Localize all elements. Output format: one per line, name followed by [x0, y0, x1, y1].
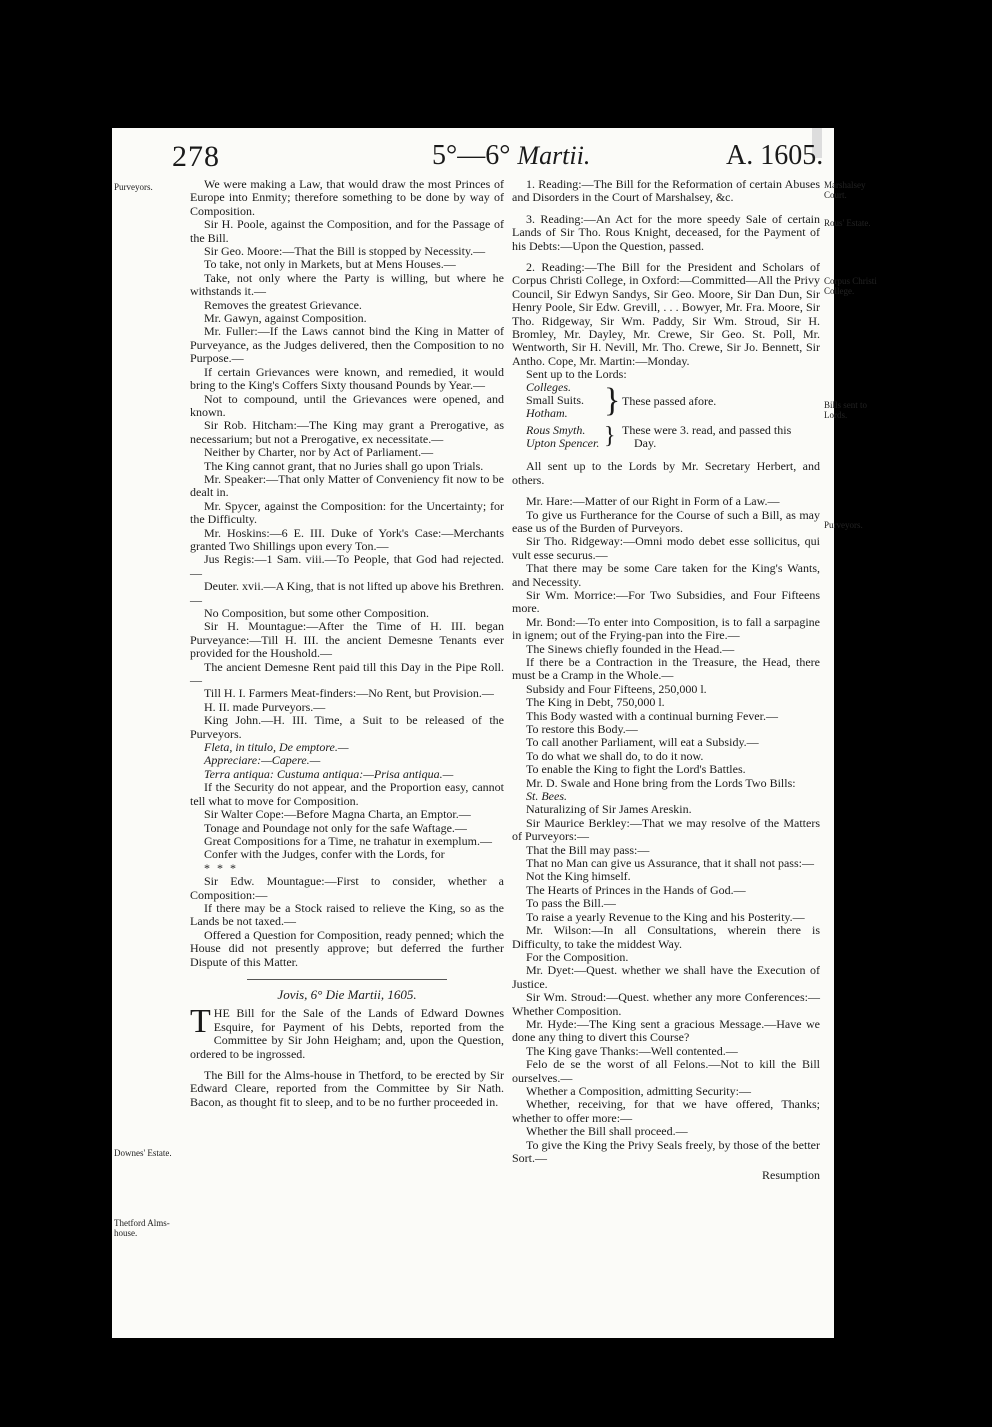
paragraph: H. II. made Purveyors.—: [204, 699, 326, 714]
paragraph: If there may be a Stock raised to relieve the King, so as the Lands be not taxed.—: [190, 900, 504, 929]
paragraph: Whether the Bill shall proceed.—: [526, 1124, 688, 1139]
paragraph: Mr. Spycer, against the Composition: for the Uncertainty; for the Difficulty.: [190, 498, 504, 527]
paragraph: To pass the Bill.—: [526, 896, 616, 911]
paragraph: Sir Maurice Berkley:—That we may resolve of the Matters of Purveyors:—: [512, 815, 820, 844]
paragraph: To do what we shall do, to do it now.: [526, 748, 704, 763]
paragraph: Mr. Speaker:—That only Matter of Conveniency fit now to be dealt in.: [190, 471, 504, 500]
running-head: [432, 140, 590, 172]
paragraph: Appreciare:—Capere.—: [204, 753, 321, 768]
paragraph: To give the King the Privy Seals freely, by those of the better Sort.—: [512, 1137, 820, 1165]
paragraph: Not the King himself.: [526, 869, 631, 884]
margin-note-marshalsey: Marshalsey Court.: [824, 180, 866, 200]
asterisks: * * *: [204, 860, 238, 875]
paragraph: Till H. I. Farmers Meat-finders:—No Rent, but Provision.—: [204, 686, 494, 701]
paragraph: 3. Reading:—An Act for the more speedy Sale of certain Lands of Sir Tho. Rous Knight, deceased, for the Payment of his Debts:—Upon the Question, passed.: [512, 211, 820, 253]
running-head-dates: 5°—6°: [432, 140, 511, 171]
paragraph: Mr. Gawyn, against Composition.: [204, 311, 367, 326]
paragraph: To take, not only in Markets, but at Mens Houses.—: [204, 257, 456, 272]
paragraph: To give us Furtherance for the Course of such a Bill, as may ease us of the Burden of Purveyors.: [512, 507, 820, 535]
sent-up-list: [512, 368, 820, 460]
paragraph: The ancient Demesne Rent paid till this Day in the Pipe Roll.—: [190, 659, 504, 688]
paragraph: To call another Parliament, will eat a Subsidy.—: [526, 735, 759, 750]
paragraph: That there may be some Care taken for the King's Wants, and Necessity.: [512, 561, 820, 589]
paragraph: 2. Reading:—The Bill for the President and Scholars of Corpus Christi College, in Oxford:—Committed—All the Privy Council, Sir Edwyn Sandys, Sir Geo. Moore, Sir Dan Dun, Sir Henry Poole, Sir Edw. Grevill, . . . Bowyer, Mr. Fra. Moore, Sir Tho. Ridgeway, Sir Wm. Paddy, Sir Wm. Stroud, Sir H. Bromley, Mr. Dayley, Mr. Crewe, Sir Geo. St. Poll, Mr. Wentworth, Sir H. Nevill, Mr. Tho. Crewe, Sir Jo. Bennett, Sir Antho. Cope, Mr. Martin:—Monday.: [512, 260, 820, 368]
paragraph: Sir Rob. Hitcham:—The King may grant a Prerogative, as necessarium; but not a Prerogative, ex necessitate.—: [190, 418, 504, 446]
paragraph: Confer with the Judges, confer with the Lords, for: [204, 847, 445, 862]
paragraph: Sir Wm. Morrice:—For Two Subsidies, and Four Fifteens more.: [512, 587, 820, 616]
paragraph: Tonage and Poundage not only for the safe Waftage.—: [204, 820, 467, 835]
section-title: Jovis, 6° Die Martii, 1605.: [277, 986, 417, 1002]
paragraph: If the Security do not appear, and the Proportion easy, cannot tell what to move for Composition.: [190, 780, 504, 808]
paragraph: Mr. Hoskins:—6 E. III. Duke of York's Case:—Merchants granted Two Shillings upon every Ton.—: [190, 525, 504, 553]
paragraph: Offered a Question for Composition, ready penned; which the House did not presently approve; but deferred the further Dispute of this Matter.: [190, 927, 504, 969]
paragraph: Felo de se the worst of all Felons.—Not to kill the Bill ourselves.—: [512, 1057, 820, 1085]
paragraph: For the Composition.: [526, 949, 629, 964]
paragraph: We were making a Law, that would draw the most Princes of Europe into Enmity; therefore something to be done by way of Composition.: [190, 177, 504, 218]
paragraph: Not to compound, until the Grievances were opened, and known.: [190, 391, 504, 419]
margin-note-bills-sent: Bills sent to Lords.: [824, 400, 868, 420]
bill-item: Hotham.: [526, 406, 568, 421]
paragraph: Mr. Hyde:—The King sent a gracious Message.—Have we done any thing to divert this Course?: [512, 1016, 820, 1045]
paragraph: The Sinews chiefly founded in the Head.—: [526, 641, 735, 656]
paragraph: Sir Walter Cope:—Before Magna Charta, an Emptor.—: [204, 807, 471, 822]
paragraph: Fleta, in titulo, De emptore.—: [204, 740, 349, 755]
paragraph: Naturalizing of Sir James Areskin.: [526, 802, 692, 817]
paragraph: No Composition, but some other Composition.: [204, 606, 430, 620]
paragraph: Mr. Wilson:—In all Consultations, wherein there is Difficulty, to take the middest Way.: [512, 923, 820, 951]
margin-note-purveyors-right: Purveyors.: [824, 520, 863, 530]
paragraph: The King cannot grant, that no Juries shall go upon Trials.: [204, 458, 484, 473]
bill-item: Colleges.: [526, 380, 571, 395]
paragraph: Mr. Hare:—Matter of our Right in Form of a Law.—: [526, 494, 780, 509]
brace: }: [604, 423, 616, 450]
bill-item: Upton Spencer.: [526, 436, 600, 451]
paragraph: The King in Debt, 750,000 l.: [526, 695, 665, 710]
paragraph: Sir H. Poole, against the Composition, and for the Passage of the Bill.: [190, 217, 504, 245]
thetford-paragraph: The Bill for the Alms-house in Thetford, to be erected by Sir Edward Cleare, reported from the Committee by Sir Nath. Bacon, as thought fit to sleep, and to be no further proceeded in.: [190, 1068, 504, 1109]
paragraph: Whether a Composition, admitting Security:—: [526, 1083, 751, 1098]
margin-note-corpus: Corpus Christi College.: [824, 276, 877, 296]
brace-note: These were 3. read, and passed this: [622, 423, 792, 438]
paragraph: Sir Tho. Ridgeway:—Omni modo debet esse sollicitus, qui vult esse securus.—: [512, 534, 820, 562]
paragraph: Subsidy and Four Fifteens, 250,000 l.: [526, 681, 707, 696]
paragraph: Mr. Dyet:—Quest. whether we shall have the Execution of Justice.: [512, 963, 820, 991]
paragraph: If certain Grievances were known, and remedied, it would bring to the King's Coffers Sixty thousand Pounds by Year.—: [190, 364, 504, 393]
paragraph: The King gave Thanks:—Well contented.—: [526, 1043, 738, 1058]
paragraph: King John.—H. III. Time, a Suit to be released of the Purveyors.: [190, 713, 504, 741]
brace: }: [604, 382, 621, 420]
downes-paragraph: [190, 1003, 504, 1061]
paragraph: To enable the King to fight the Lord's Battles.: [526, 762, 746, 777]
page-header: [112, 140, 834, 176]
margin-note-thetford: Thetford Alms-house.: [114, 1218, 170, 1238]
running-head-month: Martii.: [517, 141, 591, 170]
paragraph: St. Bees.: [526, 789, 567, 804]
paragraph: Mr. Bond:—To enter into Composition, is to fall a sarpagine in ignem; out of the Frying-pan into the Fire.—: [512, 614, 820, 643]
section-rule: [247, 979, 447, 980]
paragraph: The Hearts of Princes in the Hands of God.—: [526, 882, 746, 897]
paragraph: This Body wasted with a continual burning Fever.—: [526, 708, 778, 723]
bill-item: Rous Smyth.: [526, 423, 586, 438]
paragraph: Neither by Charter, nor by Act of Parliament.—: [204, 445, 434, 460]
paragraph: Deuter. xvii.—A King, that is not lifted up above his Brethren.—: [190, 579, 504, 607]
catchword: Resumption: [761, 1168, 820, 1183]
page-number: 278: [172, 140, 220, 173]
paragraph: Mr. Fuller:—If the Laws cannot bind the King in Matter of Purveyance, as the Judges delivered, then the Composition to no Purpose.—: [190, 324, 504, 366]
paragraph: Take, not only where the Party is willing, but where he withstands it.—: [190, 270, 504, 299]
running-head-year: A. 1605.: [726, 140, 824, 171]
right-column: [512, 178, 820, 1183]
paragraph: If there be a Contraction in the Treasure, the Head, there must be a Cramp in the Whole.—: [512, 654, 820, 683]
paragraph: Sir H. Mountague:—After the Time of H. III. began Purveyance:—Till H. III. the ancient Demesne Tenants ever provided for the Houshold.—: [190, 619, 504, 661]
margin-note-purveyors: Purveyors.: [114, 182, 153, 192]
paragraph: Whether, receiving, for that we have offered, Thanks; whether to offer more:—: [512, 1097, 820, 1125]
downes-text: HE Bill for the Sale of the Lands of Edward Downes Esquire, for Payment of his Debts, reported from the Committee by Sir John Heigham; and, upon the Question, ordered to be ingrossed.: [190, 1006, 504, 1061]
paragraph: Sir Wm. Stroud:—Quest. whether any more Conferences:—Whether Composition.: [512, 990, 820, 1018]
paragraph: Mr. D. Swale and Hone bring from the Lords Two Bills:: [526, 775, 796, 790]
margin-note-rous: Rous' Estate.: [824, 218, 871, 228]
paragraph: To raise a yearly Revenue to the King and his Posterity.—: [526, 909, 805, 924]
paragraph: All sent up to the Lords by Mr. Secretary Herbert, and others.: [512, 459, 820, 487]
drop-cap: T: [190, 1003, 211, 1041]
paragraph: 1. Reading:—The Bill for the Reformation of certain Abuses and Disorders in the Court of Marshalsey, &c.: [512, 177, 820, 205]
margin-note-downes-estate: Downes' Estate.: [114, 1148, 172, 1158]
paragraph: Terra antiqua: Custuma antiqua:—Prisa antiqua.—: [204, 766, 454, 781]
paragraph: Sir Geo. Moore:—That the Bill is stopped by Necessity.—: [204, 244, 486, 259]
paragraph: To restore this Body.—: [526, 722, 638, 736]
paragraph: Jus Regis:—1 Sam. viii.—To People, that God had rejected.—: [190, 552, 504, 580]
left-column: [190, 178, 504, 1109]
paragraph: Sir Edw. Mountague:—First to consider, whether a Composition:—: [190, 874, 504, 902]
paragraph: That the Bill may pass:—: [526, 842, 650, 857]
brace-note: Day.: [634, 436, 657, 451]
paragraph: Great Compositions for a Time, ne trahatur in exemplum.—: [204, 833, 492, 848]
bill-item: Small Suits.: [526, 393, 585, 408]
brace-note: These passed afore.: [622, 394, 717, 409]
paragraph: That no Man can give us Assurance, that it shall not pass:—: [526, 856, 814, 871]
sent-up-heading: Sent up to the Lords:: [526, 367, 627, 382]
document-page: [112, 128, 877, 1338]
paragraph: Removes the greatest Grievance.: [204, 297, 362, 312]
